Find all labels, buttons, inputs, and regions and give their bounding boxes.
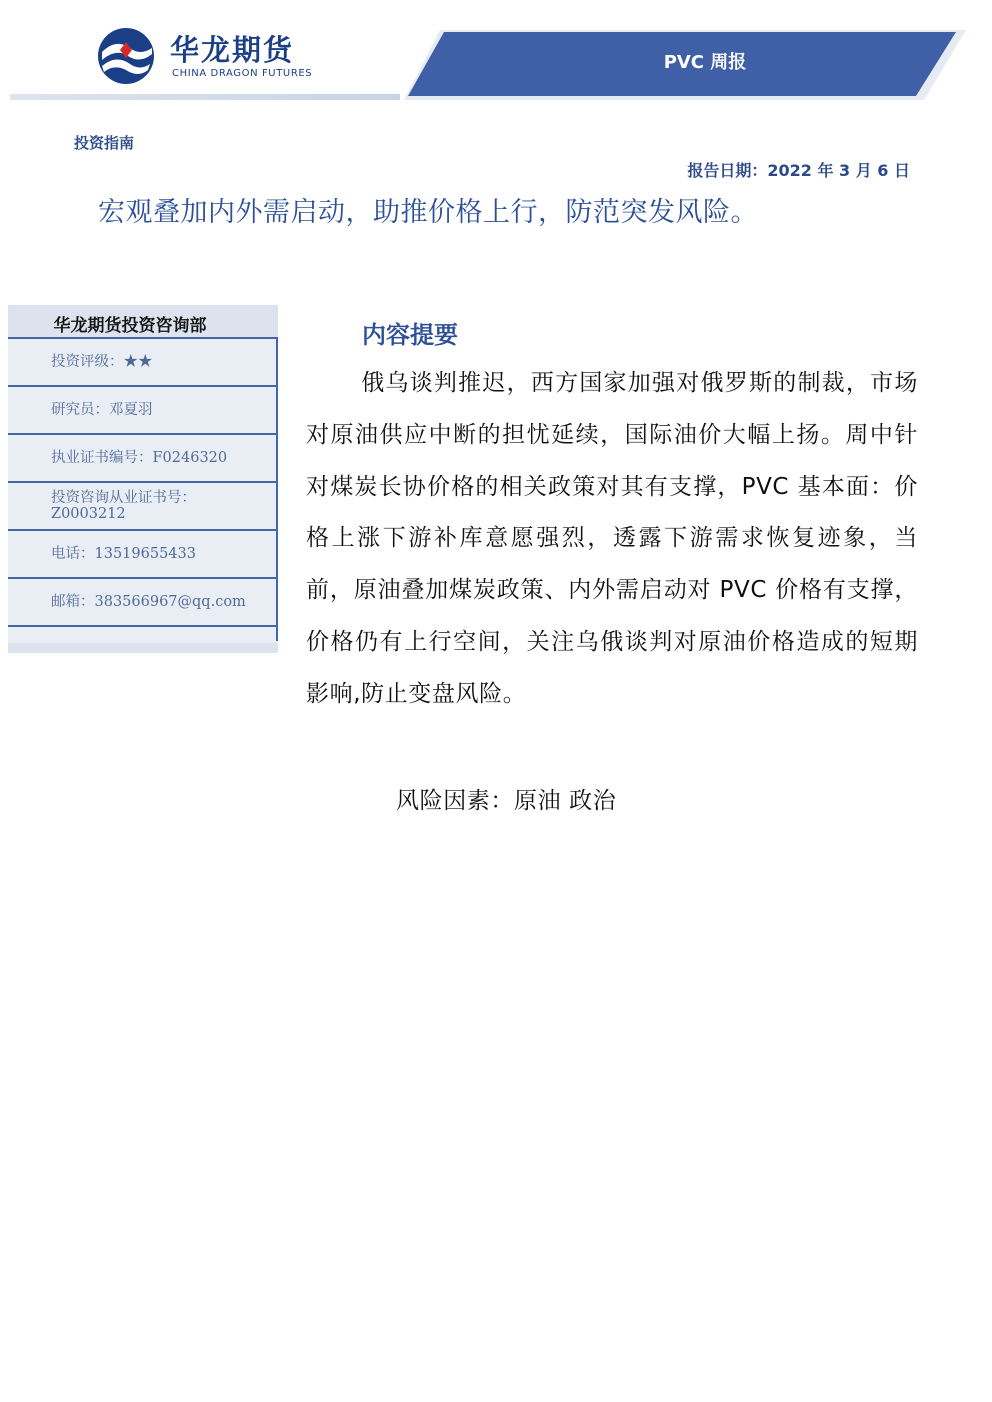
researcher-row <box>8 387 278 435</box>
china-dragon-logo-icon <box>96 26 156 86</box>
phone-text: 电话：13519655433 <box>51 546 196 562</box>
page-header <box>0 0 992 110</box>
section-label: 投资指南 <box>74 134 135 152</box>
consulting-license-text: 投资咨询从业证书号：Z0003212 <box>51 490 196 522</box>
email-row <box>8 579 278 627</box>
department-title: 华龙期货投资咨询部 <box>53 316 207 336</box>
email-link[interactable]: 邮箱：383566967@qq.com <box>51 594 246 610</box>
brand-name-cn: 华龙期货 <box>170 33 295 67</box>
department-info-table <box>8 337 278 643</box>
researcher-text: 研究员：邓夏羽 <box>51 402 153 418</box>
rating-row <box>8 339 278 387</box>
rating-text: 投资评级：★★ <box>51 354 153 370</box>
phone-row <box>8 531 278 579</box>
license-text: 执业证书编号：F0246320 <box>51 450 228 466</box>
table-edge <box>276 337 278 641</box>
department-info-box <box>8 305 278 653</box>
summary-title: 内容提要 <box>362 321 458 349</box>
risk-factors: 风险因素：原油 政治 <box>396 788 617 814</box>
consulting-license-row <box>8 483 278 531</box>
license-row <box>8 435 278 483</box>
report-headline: 宏观叠加内外需启动，助推价格上行，防范突发风险。 <box>98 197 758 228</box>
brand-name-en: CHINA DRAGON FUTURES <box>172 68 313 79</box>
summary-body: 俄乌谈判推迟，西方国家加强对俄罗斯的制裁，市场对原油供应中断的担忧延续，国际油价大幅上扬。周中针对煤炭长协价格的相关政策对其有支撑，PVC 基本面：价格上涨下游补库意愿强烈，透露下游需求恢复迹象，当前，原油叠加煤炭政策、内外需启动对 PVC 价格有支撑，价格仍有上行空间，关注乌俄谈判对原油价格造成的短期影响,防止变盘风险。 <box>306 370 918 707</box>
report-type-title: PVC 周报 <box>663 52 747 73</box>
header-divider <box>10 94 400 100</box>
report-date: 报告日期：2022 年 3 月 6 日 <box>687 161 910 180</box>
